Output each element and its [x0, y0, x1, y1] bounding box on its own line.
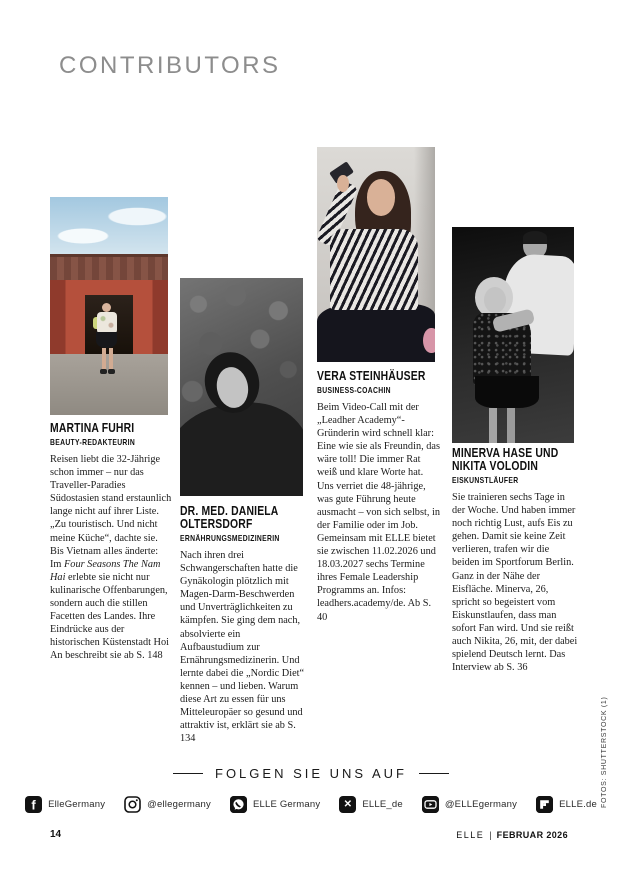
instagram-handle: @ellegermany: [147, 799, 211, 810]
footer-issue-line: [456, 830, 568, 840]
social-account-x[interactable]: [339, 796, 403, 813]
photo-hase-volodin: [452, 227, 574, 443]
contributor-bio: Nach ihren drei Schwangerschaften hatte die Gynäkologin plötzlich mit Magen-Darm-Beschwerden und Unverträglichkeiten zu kämpfen. Sie ging dem nach, absolvierte ein Aufbaustudium zur Ernährungsmedizinerin. Und lernte dabei die „Nordic Diet“ kennen – und lieben. Warum diese Art zu essen für uns Mitteleuropäer so gesund und attraktiv ist, erklärt sie ab S. 134: [180, 550, 305, 745]
photo1-figure-leg: [109, 348, 113, 370]
page-title: CONTRIBUTORS: [59, 52, 281, 80]
photo3-dark-trousers: [317, 304, 435, 362]
social-account-whatsapp[interactable]: [230, 796, 320, 813]
social-accounts-row: [0, 796, 622, 813]
photo1-figure-shoe: [100, 369, 107, 374]
contributor-name: DR. MED. DANIELA OLTERSDORF: [180, 503, 279, 531]
social-account-youtube[interactable]: [422, 796, 517, 813]
photo3-zebra-blouse: [330, 229, 419, 311]
contributor-name: MINERVA HASE UND NIKITA VOLODIN: [452, 445, 559, 473]
facebook-handle: ElleGermany: [48, 799, 106, 810]
contributor-role: ERNÄHRUNGSMEDIZINERIN: [180, 533, 280, 543]
social-heading-row: [0, 766, 622, 781]
heading-dash-right: [419, 773, 449, 774]
footer-separator: |: [489, 830, 492, 840]
youtube-icon: [422, 796, 439, 813]
contributor-bio: Beim Video-Call mit der „Leadher Academy“-Gründerin wird schnell klar: Eine wie sie als Freundin, das wäre toll! Die immer Rat weiß und klare Worte hat. Uns verriet die 48-jährige, was gute Führung heute ausmacht – von sich selbst, in der Familie oder im Job. Gemeinsam mit ELLE bietet sie zwischen 11.02.2026 und 18.03.2027 sechs Termine ihres Female Leadership Programms an. Infos: leadhers.academy/de. Ab S. 40: [317, 402, 440, 623]
footer-brand: ELLE: [456, 830, 485, 840]
contributor-role: EISKUNSTLÄUFER: [452, 475, 519, 485]
photo3-pink-detail: [423, 328, 435, 354]
photo-daniela-oltersdorf: [180, 278, 303, 496]
contributor-name: VERA STEINHÄUSER: [317, 368, 426, 383]
instagram-icon: [124, 796, 141, 813]
photo4-leg: [489, 408, 498, 443]
photo4-leg: [507, 408, 516, 443]
photo1-figure-head: [102, 303, 111, 312]
photo-martina-fuhri: [50, 197, 168, 415]
whatsapp-handle: ELLE Germany: [252, 799, 321, 810]
photo-vera-steinhaeuser: [317, 147, 435, 362]
photo4-man-hair: [523, 231, 547, 244]
contributor-role: BUSINESS-COACHIN: [317, 385, 391, 395]
page-number: 14: [50, 829, 62, 840]
contributor-block-daniela-oltersdorf: [180, 504, 306, 745]
heading-dash-left: [173, 773, 203, 774]
social-account-flipboard[interactable]: [536, 796, 597, 813]
photo-credit: FOTOS: SHUTTERSTOCK (1): [601, 696, 608, 808]
youtube-handle: @ELLEgermany: [444, 799, 518, 810]
contributor-name: MARTINA FUHRI: [50, 420, 135, 435]
photo1-sky: [50, 197, 168, 262]
photo1-figure-shoe: [108, 369, 115, 374]
x-icon: ✕: [339, 796, 356, 813]
whatsapp-icon: [230, 796, 247, 813]
x-handle: ELLE_de: [362, 799, 403, 810]
photo1-figure-leg: [102, 348, 106, 370]
social-follow-section: [0, 766, 622, 813]
facebook-icon: f: [25, 796, 42, 813]
contributor-block-hase-volodin: [452, 446, 578, 674]
photo4-black-skirt: [475, 376, 538, 408]
contributor-block-vera-steinhaeuser: [317, 369, 441, 624]
photo1-figure-top: [97, 312, 117, 334]
flipboard-icon: [536, 796, 553, 813]
contributor-role: BEAUTY-REDAKTEURIN: [50, 437, 136, 447]
footer-issue: FEBRUAR 2026: [496, 830, 568, 840]
photo3-face: [367, 179, 395, 216]
social-account-instagram[interactable]: [124, 796, 211, 813]
photo3-hand: [337, 175, 349, 192]
photo1-figure-skirt: [96, 332, 117, 348]
contributor-block-martina-fuhri: [50, 421, 172, 663]
social-heading: FOLGEN SIE UNS AUF: [215, 766, 407, 781]
contributor-bio: Sie trainieren sechs Tage in der Woche. Und haben immer noch richtig Lust, aufs Eis zu gehen. Damit sie keine Zeit verlieren, trafen wir die beiden im Sportforum Berlin. Ganz in der Nähe der Eisfläche. Minerva, 26, spricht so begeistert vom Eiskunstlaufen, dass man sofort Fan wird. Und sie reißt auch Nikita, 26, mit, der dabei spielend Deutsch lernt. Das Interview ab S. 36: [452, 492, 578, 674]
social-account-facebook[interactable]: [25, 796, 105, 813]
photo4-woman-face: [484, 287, 506, 313]
contributor-bio: Reisen liebt die 32-Jährige schon immer – nur das Traveller-Paradies Südostasien stand erstaunlich lange nicht auf ihrer Liste. „Zu touristisch. Und nicht meine Küche“, dachte sie. Bis Vietnam alles änderte: Im Four Seasons The Nam Hai erlebte sie nicht nur kulinarische Offenbarungen, sondern auch die stillen Facetten des Landes. Ihre Eindrücke aus der historischen Küstenstadt Hoi An beschreibt sie ab S. 148: [50, 454, 172, 662]
flipboard-handle: ELLE.de: [559, 799, 597, 810]
